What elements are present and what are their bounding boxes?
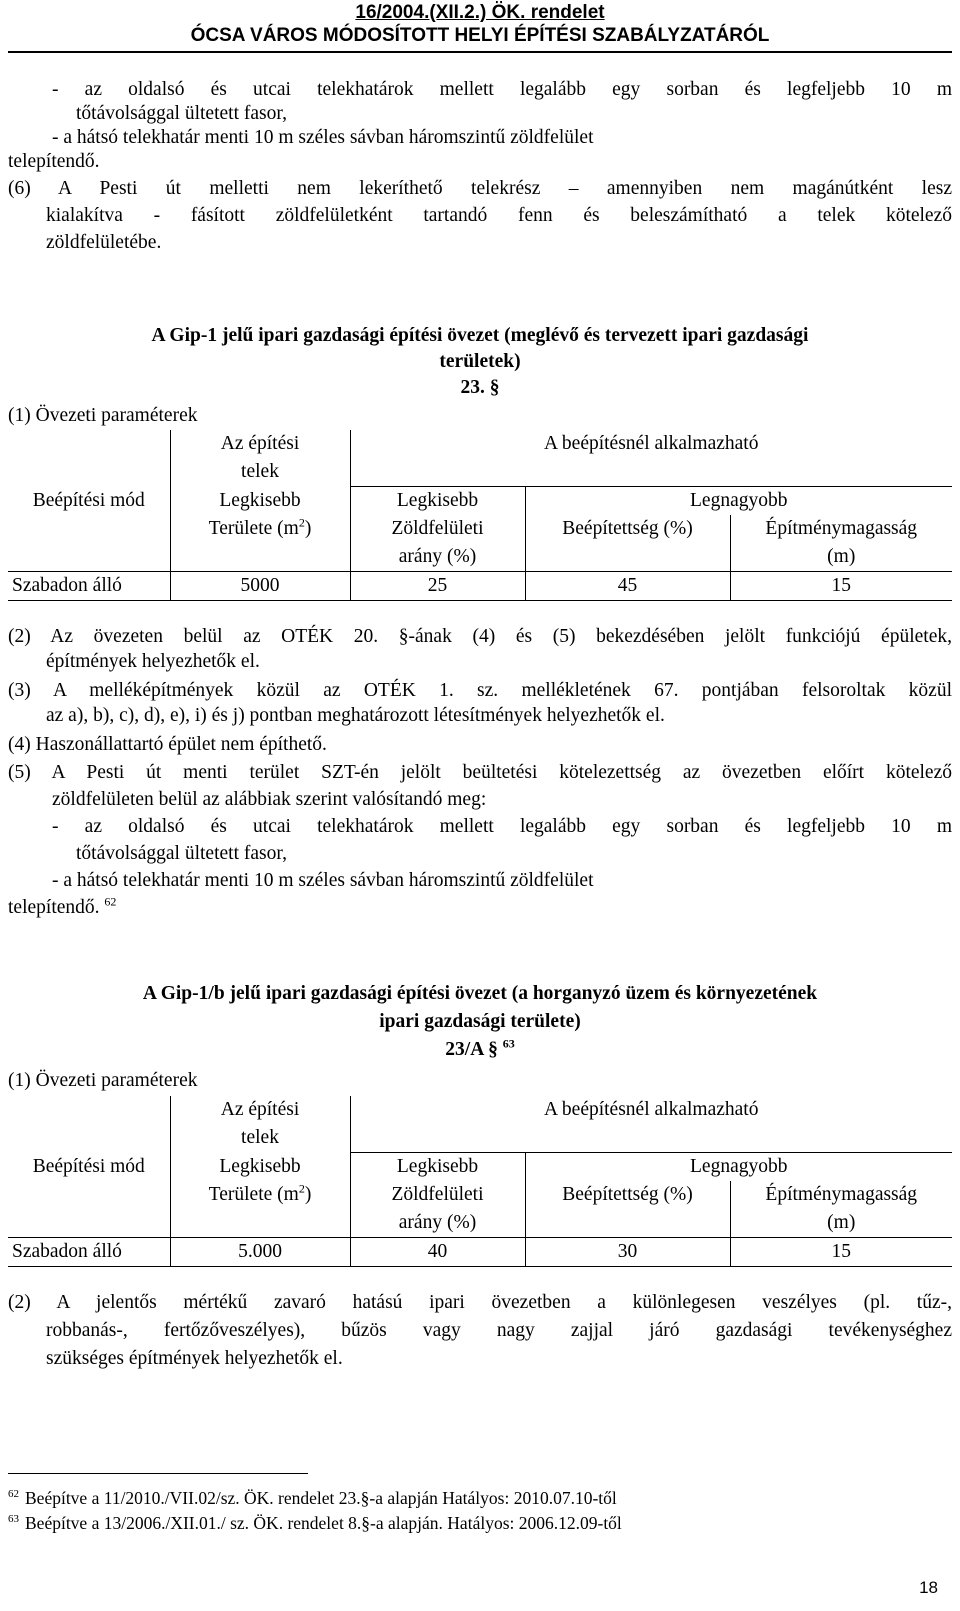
- paragraph-5: (5) A Pesti út menti terület SZT-én jelölt beültetési kötelezettség az övezetben előírt kötelező: [8, 762, 952, 783]
- header-area: Területe $(m^2)$: [170, 515, 350, 572]
- list-item: - az oldalsó és utcai telekhatárok mellett legalább egy sorban és legfeljebb 10 m: [52, 79, 952, 100]
- list-item-cont: tőtávolsággal ültetett fasor,: [76, 103, 287, 124]
- header-plot: Az építési telek: [170, 430, 350, 487]
- params-heading: (1) Övezeti paraméterek: [8, 405, 198, 426]
- section-title-cont: területek): [439, 351, 521, 372]
- list-item: - az oldalsó és utcai telekhatárok mellett legalább egy sorban és legfeljebb 10 m: [52, 816, 952, 837]
- footnote-ref[interactable]: 63: [502, 1036, 515, 1051]
- header-building-mode: Beépítési mód: [8, 1096, 170, 1238]
- list-item-cont: tőtávolsággal ültetett fasor,: [76, 843, 287, 864]
- paragraph-2: (2) Az övezeten belül az OTÉK 20. §-ának (4) és (5) bekezdésében jelölt funkciójú épületek,: [8, 626, 952, 647]
- paragraph-2-cont: robbanás-, fertőzőveszélyes), bűzös vagy nagy zajjal járó gazdasági tevékenységhez: [46, 1320, 952, 1341]
- header-divider: [8, 51, 952, 53]
- header-min-green: Legkisebb: [350, 487, 525, 516]
- footnote: $^{62}$ Beépítve a 11/2010./VII.02/sz. ÖK. rendelet 23.§-a alapján Hatályos: 2010.07.10-től: [8, 1488, 617, 1508]
- footnote-ref[interactable]: 62: [104, 894, 117, 909]
- params-heading: (1) Övezeti paraméterek: [8, 1070, 198, 1091]
- paragraph-5-cont: zöldfelületen belül az alábbiak szerint valósítandó meg:: [52, 789, 487, 810]
- paragraph-line: telepítendő. $^{62}$: [8, 894, 117, 918]
- cell-built: 45: [525, 572, 730, 601]
- row-label: Szabadon álló: [8, 572, 170, 601]
- paragraph-line: telepítendő.: [8, 151, 100, 172]
- header-applicable: A beépítésnél alkalmazható: [544, 433, 759, 454]
- section-title: A Gip-1/b jelű ipari gazdasági építési övezet (a horganyzó üzem és környezetének: [142, 983, 818, 1004]
- paragraph-2-cont: szükséges építmények helyezhetők el.: [46, 1348, 343, 1369]
- paragraph-2-cont: építmények helyezhetők el.: [46, 651, 260, 672]
- header-built-ratio: Beépítettség (%): [525, 1181, 730, 1238]
- paragraph-2: (2) A jelentős mértékű zavaró hatású ipari övezetben a különlegesen veszélyes (pl. tűz-,: [8, 1292, 952, 1313]
- paragraph-3: (3) A melléképítmények közül az OTÉK 1. sz. mellékletének 67. pontjában felsoroltak közül: [8, 680, 952, 701]
- cell-area: 5.000: [170, 1238, 350, 1267]
- header-building-mode: Beépítési mód: [8, 430, 170, 572]
- cell-height: 15: [831, 1241, 851, 1262]
- table-row: [8, 572, 952, 601]
- section-title: A Gip-1 jelű ipari gazdasági építési övezet (meglévő és tervezett ipari gazdasági: [151, 325, 809, 346]
- header-applicable: A beépítésnél alkalmazható: [544, 1099, 759, 1120]
- footnote-divider: [8, 1473, 308, 1474]
- header-min-area: Legkisebb: [170, 487, 350, 516]
- header-min-area: Legkisebb: [170, 1153, 350, 1182]
- header-min-green: Legkisebb: [350, 1153, 525, 1182]
- header-decree-number: 16/2004.(XII.2.) ÖK. rendelet: [355, 2, 605, 23]
- list-item: - a hátsó telekhatár menti 10 m széles sávban háromszintű zöldfelület: [52, 870, 594, 891]
- header-built-ratio: Beépítettség (%): [525, 515, 730, 572]
- paragraph-6: (6) A Pesti út melletti nem lekeríthető telekrész – amennyiben nem magánútként lesz: [8, 178, 952, 199]
- paragraph-6-cont: kialakítva - fásított zöldfelületként tartandó fenn és beleszámítható a telek kötelező: [46, 205, 952, 226]
- cell-green: 40: [350, 1238, 525, 1267]
- header-height: Építménymagasság (m): [765, 518, 918, 567]
- footnote: $^{63}$ Beépítve a 13/2006./XII.01./ sz. ÖK. rendelet 8.§-a alapján. Hatályos: 2006.12.09-től: [8, 1513, 622, 1533]
- row-label: Szabadon álló: [8, 1238, 170, 1267]
- list-item: - a hátsó telekhatár menti 10 m széles sávban háromszintű zöldfelület: [52, 127, 594, 148]
- section-number: 23. §: [460, 377, 500, 398]
- paragraph-3-cont: az a), b), c), d), e), i) és j) pontban meghatározott létesítmények helyezhetők el.: [46, 705, 665, 726]
- page-number: 18: [919, 1578, 938, 1597]
- cell-area: 5000: [170, 572, 350, 601]
- header-green-ratio: Zöldfelületi arány (%): [350, 515, 525, 572]
- table-row: [8, 1238, 952, 1267]
- paragraph-4: (4) Haszonállattartó épület nem építhető.: [8, 734, 327, 755]
- cell-height: 15: [831, 575, 851, 596]
- section-number: 23/A § $^{63}$: [445, 1036, 515, 1060]
- header-max: Legnagyobb: [690, 490, 788, 511]
- cell-built: 30: [525, 1238, 730, 1267]
- section-title-cont: ipari gazdasági területe): [379, 1011, 581, 1032]
- paragraph-6-cont: zöldfelületébe.: [46, 232, 162, 253]
- zoning-parameters-table: [8, 430, 952, 601]
- header-plot: Az építési telek: [170, 1096, 350, 1153]
- cell-green: 25: [350, 572, 525, 601]
- header-green-ratio: Zöldfelületi arány (%): [350, 1181, 525, 1238]
- header-max: Legnagyobb: [690, 1156, 788, 1177]
- header-height: Építménymagasság (m): [765, 1184, 918, 1233]
- header-title: ÓCSA VÁROS MÓDOSÍTOTT HELYI ÉPÍTÉSI SZABÁLYZATÁRÓL: [190, 25, 770, 46]
- zoning-parameters-table: [8, 1096, 952, 1267]
- header-area: Területe $(m^2)$: [170, 1181, 350, 1238]
